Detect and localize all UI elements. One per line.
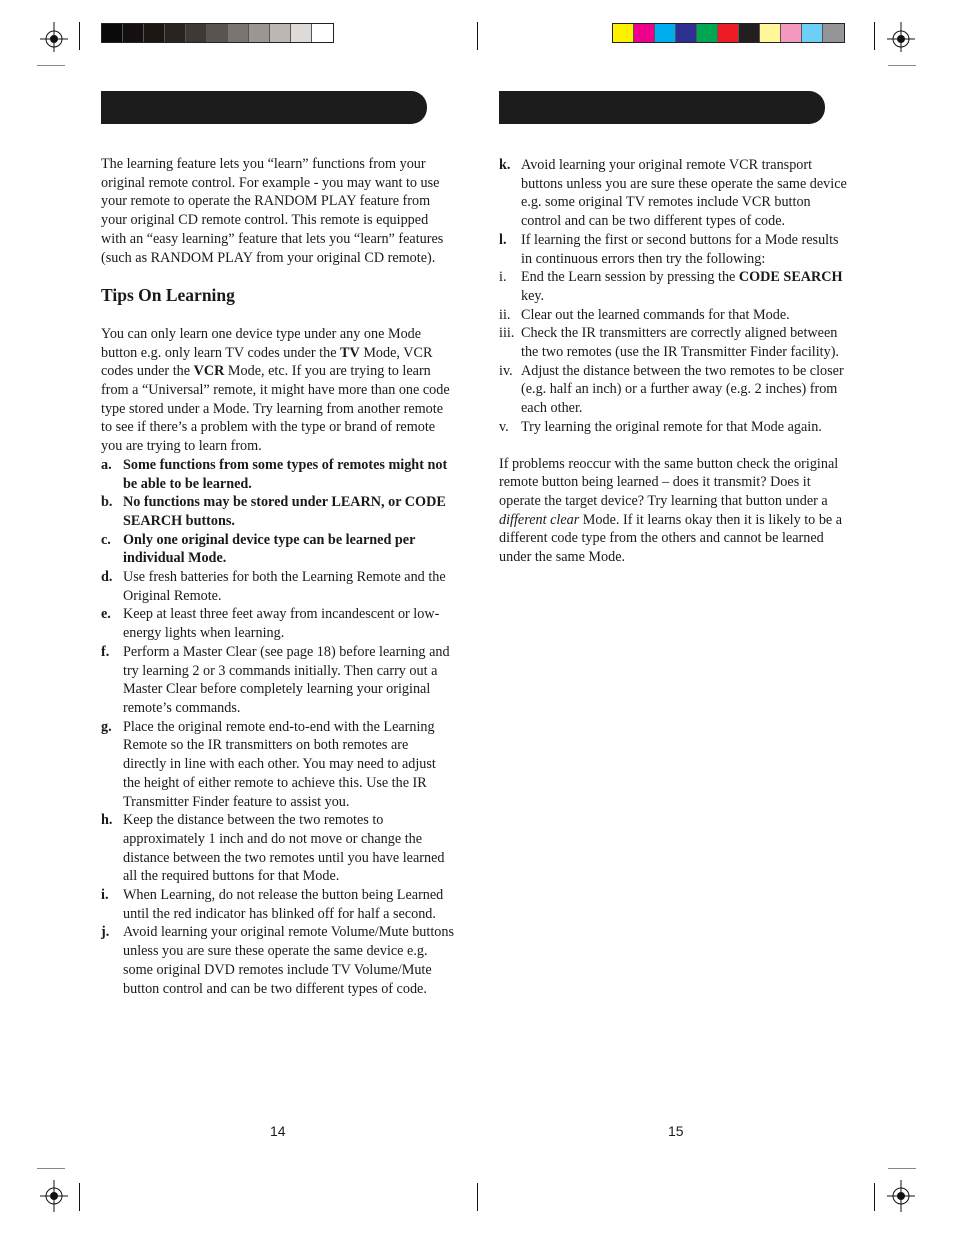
list-item-label: a. [101,456,112,473]
sub-list-item [499,324,853,361]
list-item-text: Keep the distance between the two remotes to approximately 1 inch and do not move or change the distance between the two remotes until you have learned all the required buttons for that Mode. [123,812,445,885]
crop-mark [874,22,875,50]
crop-mark [79,22,80,50]
right-column [499,156,853,567]
color-calibration-bar [612,23,845,43]
list-item-text: Avoid learning your original remote Volume/Mute buttons unless you are sure these operate the same device e.g. some original DVD remotes include TV Volume/Mute button control and can be two different types of code. [123,924,454,997]
color-swatch [697,24,718,42]
list-item-text: Avoid learning your original remote VCR transport buttons unless you are sure these operate the same device e.g. some original TV remotes include VCR button control and can be two different types of code. [521,157,847,230]
gray-swatch [207,24,228,42]
gray-swatch [165,24,186,42]
sub-list-item-label: iii. [499,325,515,342]
right-header-bar [499,91,825,124]
gray-swatch [102,24,123,42]
crop-mark [874,1183,875,1211]
list-item-text: Perform a Master Clear (see page 18) before learning and try learning 2 or 3 commands initially. Then carry out a Master Clear before completely learning your original remote’s commands. [123,643,450,716]
gray-swatch [312,24,333,42]
grayscale-calibration-bar [101,23,334,43]
closing-paragraph: If problems reoccur with the same button check the original remote button being learned – does it transmit? Does it operate the target device? Try learning that button under a different clear Mode. If it learns okay then it is likely to be a different code type from the others and cannot be learned under the same Mode. [499,455,843,566]
list-item-text: If learning the first or second buttons for a Mode results in continuous errors then try the following: [521,231,839,267]
sub-list-item [499,418,853,437]
list-item [101,923,455,998]
gray-swatch [123,24,144,42]
list-item-label: e. [101,606,111,623]
color-swatch [781,24,802,42]
list-item [101,811,455,886]
list-item [101,456,455,493]
crop-mark [477,22,478,50]
registration-mark-top-left [37,22,71,66]
sub-list-item-text: Check the IR transmitters are correctly aligned between the two remotes (use the IR Transmitter Finder facility). [521,325,839,361]
gray-swatch [228,24,249,42]
list-item-text: Keep at least three feet away from incandescent or low-energy lights when learning. [123,606,440,642]
list-item-label: k. [499,157,511,173]
gray-swatch [249,24,270,42]
sub-list-item-text: End the Learn session by pressing the CODE SEARCH key. [521,269,843,304]
list-item-label: f. [101,643,110,660]
gray-swatch [186,24,207,42]
list-item-label: j. [101,924,110,941]
sub-list-item-label: iv. [499,362,513,379]
sub-list-item-label: i. [499,269,507,286]
gray-swatch [144,24,165,42]
list-item [101,718,455,812]
tips-list [101,456,455,998]
list-item-text: Place the original remote end-to-end with the Learning Remote so the IR transmitters on both remotes are directly in line with each other. You may need to adjust the height of either remote to achieve this. Use the IR Transmitter Finder feature to assist you. [123,718,436,810]
list-item [101,886,455,923]
list-item-label: h. [101,812,113,829]
gray-swatch [291,24,312,42]
list-item [499,156,853,231]
intro-paragraph: The learning feature lets you “learn” functions from your original remote control. For example - you may want to use your remote to operate the RANDOM PLAY feature from your original CD remote control. This remote is equipped with an “easy learning” feature that lets you “learn” features (such as RANDOM PLAY from your original CD remote). [101,156,444,266]
tips-paragraph: You can only learn one device type under any one Mode button e.g. only learn TV codes under the TV Mode, VCR codes under the VCR Mode, etc. If you are trying to learn from a “Universal” remote, it might have more than one code type stored under a Mode. Try learning from another remote to see if there’s a problem with the type or brand of remote you are trying to learn from. [101,325,450,455]
color-swatch [655,24,676,42]
list-item-label: l. [499,231,507,248]
list-item [101,643,455,718]
list-item [101,605,455,642]
color-swatch [634,24,655,42]
list-item-text: No functions may be stored under LEARN, or CODE SEARCH buttons. [123,494,446,529]
page-number-right: 15 [668,1123,684,1139]
crop-mark [79,1183,80,1211]
gray-swatch [270,24,291,42]
list-item-label: i. [101,887,109,904]
list-item-text: When Learning, do not release the button being Learned until the red indicator has blinked off for half a second. [123,887,444,922]
registration-mark-top-right [884,22,918,66]
tips-heading: Tips On Learning [101,285,235,306]
sub-list-item-text: Try learning the original remote for that Mode again. [521,418,822,435]
list-item [101,568,455,605]
sub-list-item [499,362,853,418]
color-swatch [823,24,844,42]
troubleshooting-sub-list [499,268,853,436]
sub-list-item-text: Adjust the distance between the two remotes to be closer (e.g. half an inch) or a further away (e.g. 2 inches) from each other. [521,362,844,417]
list-item-label: b. [101,494,113,511]
sub-list-item [499,268,853,305]
page-number-left: 14 [270,1123,286,1139]
registration-mark-bottom-left [37,1168,71,1212]
list-item-label: d. [101,569,113,586]
color-swatch [613,24,634,42]
sub-list-item-text: Clear out the learned commands for that Mode. [521,306,790,323]
list-item [101,493,455,530]
sub-list-item-label: ii. [499,306,511,323]
left-column [101,155,455,998]
color-swatch [760,24,781,42]
list-item [101,531,455,568]
color-swatch [676,24,697,42]
sub-list-item-label: v. [499,418,509,435]
crop-mark [477,1183,478,1211]
registration-mark-bottom-right [884,1168,918,1212]
list-item-text: Only one original device type can be learned per individual Mode. [123,531,416,567]
list-item-text: Use fresh batteries for both the Learning Remote and the Original Remote. [123,569,446,604]
tips-list-continued [499,156,853,268]
list-item [499,231,853,268]
color-swatch [718,24,739,42]
color-swatch [802,24,823,42]
list-item-label: g. [101,718,112,735]
list-item-text: Some functions from some types of remotes might not be able to be learned. [123,456,448,492]
color-swatch [739,24,760,42]
list-item-label: c. [101,531,111,548]
sub-list-item [499,306,853,325]
left-header-bar [101,91,427,124]
